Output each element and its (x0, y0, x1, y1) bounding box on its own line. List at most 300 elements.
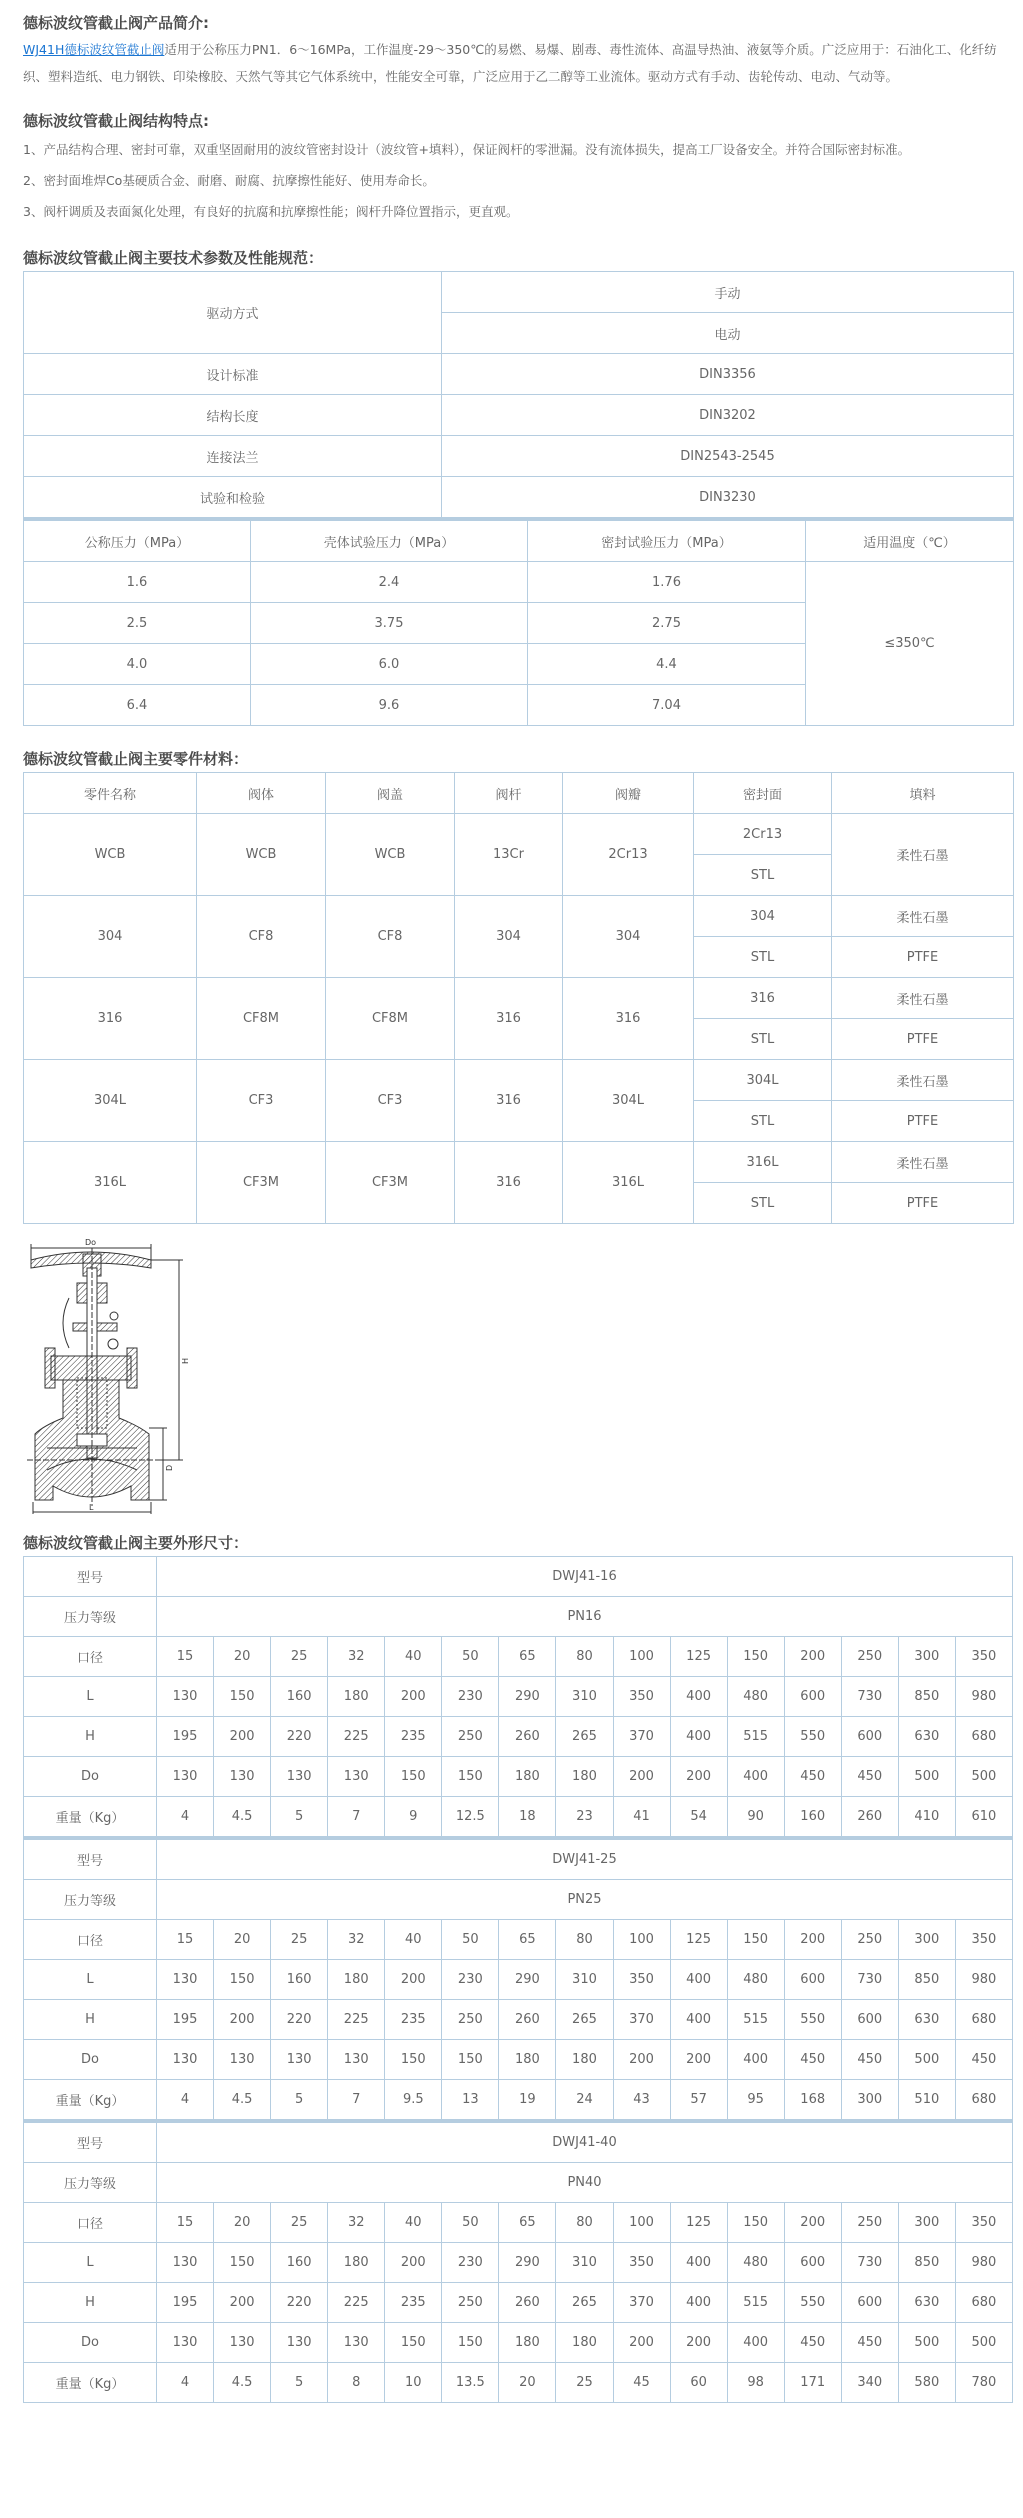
dn-cell: 125 (670, 1920, 727, 1960)
weight-cell: 510 (898, 2080, 955, 2120)
shell-test-pressure: 2.4 (251, 562, 528, 603)
l-cell: 350 (613, 2243, 670, 2283)
weight-cell: 168 (784, 2080, 841, 2120)
l-cell: 850 (898, 1960, 955, 2000)
l-cell: 130 (157, 1677, 214, 1717)
pressure-row (24, 1880, 1013, 1920)
table-row (24, 1142, 1014, 1183)
drive-label: 驱动方式 (24, 272, 442, 354)
bonnet-material: WCB (326, 814, 455, 896)
nominal-pressure: 2.5 (24, 603, 251, 644)
seal-test-pressure: 4.4 (528, 644, 806, 685)
h-cell: 550 (784, 2283, 841, 2323)
bonnet-material: CF3 (326, 1060, 455, 1142)
weight-cell: 260 (841, 1797, 898, 1837)
l-cell: 480 (727, 1960, 784, 2000)
nominal-pressure: 1.6 (24, 562, 251, 603)
h-cell: 220 (271, 1717, 328, 1757)
d-label: D (165, 1464, 174, 1471)
dn-cell: 350 (955, 1920, 1012, 1960)
dn-cell: 250 (841, 1637, 898, 1677)
valve-cross-section-drawing (23, 1238, 223, 1518)
h-cell: 250 (442, 2000, 499, 2040)
do-cell: 450 (841, 2323, 898, 2363)
dn-cell: 200 (784, 1920, 841, 1960)
row-label: 重量（Kg） (24, 2080, 157, 2120)
l-cell: 350 (613, 1960, 670, 2000)
part-name: 316 (24, 978, 197, 1060)
do-cell: 150 (442, 1757, 499, 1797)
l-row (24, 1677, 1013, 1717)
do-cell: 130 (328, 2040, 385, 2080)
model-row (24, 2122, 1013, 2163)
disc-material: 316 (563, 978, 694, 1060)
dn-cell: 200 (784, 1637, 841, 1677)
column-header: 阀杆 (455, 773, 563, 814)
l-cell: 600 (784, 2243, 841, 2283)
dn-cell: 32 (328, 1920, 385, 1960)
weight-cell: 4 (157, 2080, 214, 2120)
l-cell: 230 (442, 1677, 499, 1717)
row-label: 口径 (24, 1920, 157, 1960)
h-cell: 235 (385, 2000, 442, 2040)
do-cell: 200 (670, 2323, 727, 2363)
do-cell: 130 (214, 1757, 271, 1797)
weight-cell: 4.5 (214, 2363, 271, 2403)
body-material: CF3M (197, 1142, 326, 1224)
table-row (24, 272, 1014, 313)
l-cell: 150 (214, 2243, 271, 2283)
packing-material: 柔性石墨 (832, 1060, 1014, 1101)
intro-text: 适用于公称压力PN1．6～16MPa，工作温度-29～350℃的易燃、易爆、剧毒、毒性流体、高温导热油、液氨等介质。广泛应用于：石油化工、化纤纺织、塑料造纸、电力钢铁、印染橡胶、天然气等其它气体系统中，性能安全可靠，广泛应用于乙二醇等工业流体。驱动方式有手动、齿轮传动、电动、气动等。 (23, 42, 997, 84)
spec-label: 设计标准 (24, 354, 442, 395)
do-cell: 150 (442, 2040, 499, 2080)
bonnet-material: CF8 (326, 896, 455, 978)
weight-cell: 580 (898, 2363, 955, 2403)
spec-value: DIN3230 (442, 477, 1014, 518)
dimension-table (23, 1556, 1013, 1837)
weight-cell: 95 (727, 2080, 784, 2120)
dn-cell: 20 (214, 1637, 271, 1677)
temperature-value: ≤350℃ (806, 562, 1014, 726)
part-name: 316L (24, 1142, 197, 1224)
dn-cell: 65 (499, 1920, 556, 1960)
intro-paragraph (23, 36, 1013, 90)
weight-cell: 340 (841, 2363, 898, 2403)
do-cell: 200 (670, 1757, 727, 1797)
dn-cell: 65 (499, 1637, 556, 1677)
weight-cell: 5 (271, 1797, 328, 1837)
do-cell: 130 (328, 1757, 385, 1797)
do-cell: 400 (727, 2323, 784, 2363)
disc-material: 304 (563, 896, 694, 978)
seal-material: STL (694, 1183, 832, 1224)
model-value: DWJ41-40 (157, 2122, 1013, 2163)
do-cell: 400 (727, 2040, 784, 2080)
row-label: H (24, 2283, 157, 2323)
h-cell: 260 (499, 2283, 556, 2323)
column-header: 密封面 (694, 773, 832, 814)
weight-cell: 13.5 (442, 2363, 499, 2403)
row-label: 压力等级 (24, 1880, 157, 1920)
table-row (24, 1060, 1014, 1101)
do-cell: 130 (157, 2040, 214, 2080)
feature-item: 3、阀杆调质及表面氮化处理，有良好的抗腐和抗摩擦性能；阀杆升降位置指示，更直观。 (23, 204, 519, 219)
row-label: 压力等级 (24, 1597, 157, 1637)
h-cell: 370 (613, 2283, 670, 2323)
l-cell: 980 (955, 1677, 1012, 1717)
do-cell: 130 (271, 1757, 328, 1797)
column-header: 密封试验压力（MPa） (528, 520, 806, 562)
h-cell: 200 (214, 2283, 271, 2323)
weight-cell: 5 (271, 2080, 328, 2120)
weight-cell: 23 (556, 1797, 613, 1837)
h-cell: 400 (670, 1717, 727, 1757)
disc-material: 304L (563, 1060, 694, 1142)
table-header-row (24, 520, 1014, 562)
table-row (24, 436, 1014, 477)
packing-material: PTFE (832, 1019, 1014, 1060)
weight-cell: 13 (442, 2080, 499, 2120)
l-cell: 160 (271, 2243, 328, 2283)
column-header: 壳体试验压力（MPa） (251, 520, 528, 562)
do-cell: 150 (442, 2323, 499, 2363)
do-label: Do (85, 1238, 97, 1247)
row-label: Do (24, 1757, 157, 1797)
l-row (24, 1960, 1013, 2000)
do-cell: 180 (556, 2323, 613, 2363)
weight-cell: 7 (328, 1797, 385, 1837)
spec-label: 试验和检验 (24, 477, 442, 518)
l-cell: 600 (784, 1960, 841, 2000)
pressure-row (24, 2163, 1013, 2203)
column-header: 填料 (832, 773, 1014, 814)
table-row (24, 477, 1014, 518)
dn-cell: 250 (841, 2203, 898, 2243)
do-cell: 180 (499, 1757, 556, 1797)
do-cell: 200 (613, 2040, 670, 2080)
drive-value: 手动 (442, 272, 1014, 313)
weight-row (24, 2080, 1013, 2120)
h-cell: 220 (271, 2283, 328, 2323)
column-header: 零件名称 (24, 773, 197, 814)
dn-cell: 125 (670, 2203, 727, 2243)
dn-cell: 50 (442, 1637, 499, 1677)
dn-cell: 80 (556, 1637, 613, 1677)
weight-cell: 171 (784, 2363, 841, 2403)
weight-cell: 4 (157, 1797, 214, 1837)
seal-material: 316 (694, 978, 832, 1019)
dn-cell: 32 (328, 2203, 385, 2243)
dimension-table (23, 2120, 1013, 2403)
weight-row (24, 2363, 1013, 2403)
h-label: H (181, 1357, 190, 1364)
l-cell: 290 (499, 2243, 556, 2283)
seal-material: STL (694, 937, 832, 978)
l-cell: 180 (328, 2243, 385, 2283)
row-label: 口径 (24, 2203, 157, 2243)
part-name: 304 (24, 896, 197, 978)
h-cell: 600 (841, 2283, 898, 2323)
seal-test-pressure: 1.76 (528, 562, 806, 603)
model-value: DWJ41-16 (157, 1557, 1013, 1597)
weight-row (24, 1797, 1013, 1837)
l-cell: 980 (955, 1960, 1012, 2000)
weight-cell: 20 (499, 2363, 556, 2403)
weight-cell: 8 (328, 2363, 385, 2403)
dn-cell: 20 (214, 1920, 271, 1960)
l-cell: 160 (271, 1677, 328, 1717)
l-cell: 160 (271, 1960, 328, 2000)
dn-cell: 40 (385, 2203, 442, 2243)
dn-cell: 15 (157, 1637, 214, 1677)
model-row (24, 1557, 1013, 1597)
do-cell: 150 (385, 2040, 442, 2080)
table-row (24, 562, 1014, 603)
l-cell: 130 (157, 1960, 214, 2000)
row-label: 口径 (24, 1637, 157, 1677)
do-cell: 180 (499, 2323, 556, 2363)
stem-material: 316 (455, 1142, 563, 1224)
l-cell: 310 (556, 1677, 613, 1717)
do-cell: 500 (955, 2323, 1012, 2363)
do-cell: 500 (898, 1757, 955, 1797)
shell-test-pressure: 6.0 (251, 644, 528, 685)
dn-cell: 100 (613, 1637, 670, 1677)
h-cell: 680 (955, 1717, 1012, 1757)
h-cell: 225 (328, 2283, 385, 2323)
h-cell: 600 (841, 2000, 898, 2040)
h-cell: 550 (784, 1717, 841, 1757)
weight-cell: 60 (670, 2363, 727, 2403)
packing-material: 柔性石墨 (832, 814, 1014, 896)
do-cell: 130 (271, 2040, 328, 2080)
weight-cell: 160 (784, 1797, 841, 1837)
dn-row (24, 2203, 1013, 2243)
dn-cell: 25 (271, 1637, 328, 1677)
pressure-value: PN40 (157, 2163, 1013, 2203)
packing-material: 柔性石墨 (832, 1142, 1014, 1183)
dn-cell: 15 (157, 1920, 214, 1960)
spec-table (23, 271, 1014, 518)
model-value: DWJ41-25 (157, 1839, 1013, 1880)
do-cell: 150 (385, 1757, 442, 1797)
l-cell: 400 (670, 1960, 727, 2000)
do-cell: 450 (784, 1757, 841, 1797)
dn-row (24, 1920, 1013, 1960)
seal-material: 2Cr13 (694, 814, 832, 855)
spec-value: DIN3202 (442, 395, 1014, 436)
l-cell: 180 (328, 1960, 385, 2000)
l-cell: 200 (385, 1677, 442, 1717)
weight-cell: 4.5 (214, 1797, 271, 1837)
do-cell: 130 (157, 1757, 214, 1797)
h-row (24, 2283, 1013, 2323)
l-cell: 290 (499, 1677, 556, 1717)
l-cell: 350 (613, 1677, 670, 1717)
weight-cell: 43 (613, 2080, 670, 2120)
spec-label: 结构长度 (24, 395, 442, 436)
dn-cell: 80 (556, 1920, 613, 1960)
column-header: 阀盖 (326, 773, 455, 814)
dimensions-section (23, 1530, 1013, 2403)
nominal-pressure: 6.4 (24, 685, 251, 726)
stem-material: 316 (455, 978, 563, 1060)
dn-cell: 25 (271, 2203, 328, 2243)
do-row (24, 2323, 1013, 2363)
h-cell: 370 (613, 2000, 670, 2040)
row-label: 型号 (24, 1839, 157, 1880)
dn-cell: 300 (898, 2203, 955, 2243)
l-cell: 730 (841, 1960, 898, 2000)
row-label: 型号 (24, 1557, 157, 1597)
do-cell: 450 (784, 2040, 841, 2080)
do-row (24, 2040, 1013, 2080)
do-cell: 180 (499, 2040, 556, 2080)
weight-cell: 300 (841, 2080, 898, 2120)
table-row (24, 814, 1014, 855)
l-cell: 850 (898, 1677, 955, 1717)
dn-cell: 50 (442, 1920, 499, 1960)
h-cell: 515 (727, 2283, 784, 2323)
weight-cell: 54 (670, 1797, 727, 1837)
table-header-row (24, 773, 1014, 814)
l-cell: 310 (556, 1960, 613, 2000)
weight-cell: 24 (556, 2080, 613, 2120)
pressure-row (24, 1597, 1013, 1637)
body-material: WCB (197, 814, 326, 896)
l-cell: 400 (670, 1677, 727, 1717)
row-label: Do (24, 2323, 157, 2363)
column-header: 阀体 (197, 773, 326, 814)
table-row (24, 395, 1014, 436)
table-row (24, 978, 1014, 1019)
dn-cell: 300 (898, 1637, 955, 1677)
disc-material: 316L (563, 1142, 694, 1224)
weight-cell: 57 (670, 2080, 727, 2120)
dn-cell: 350 (955, 1637, 1012, 1677)
column-header: 公称压力（MPa） (24, 520, 251, 562)
do-cell: 200 (613, 2323, 670, 2363)
row-label: 压力等级 (24, 2163, 157, 2203)
weight-cell: 18 (499, 1797, 556, 1837)
dn-cell: 25 (271, 1920, 328, 1960)
dn-cell: 15 (157, 2203, 214, 2243)
pressure-value: PN25 (157, 1880, 1013, 1920)
h-cell: 515 (727, 1717, 784, 1757)
drive-value: 电动 (442, 313, 1014, 354)
weight-cell: 45 (613, 2363, 670, 2403)
body-material: CF8 (197, 896, 326, 978)
row-label: L (24, 1677, 157, 1717)
l-cell: 310 (556, 2243, 613, 2283)
h-cell: 550 (784, 2000, 841, 2040)
dn-cell: 40 (385, 1637, 442, 1677)
h-cell: 195 (157, 1717, 214, 1757)
h-cell: 195 (157, 2283, 214, 2323)
seal-material: STL (694, 855, 832, 896)
h-cell: 250 (442, 1717, 499, 1757)
h-cell: 515 (727, 2000, 784, 2040)
row-label: H (24, 1717, 157, 1757)
weight-cell: 4.5 (214, 2080, 271, 2120)
stem-material: 316 (455, 1060, 563, 1142)
dn-cell: 65 (499, 2203, 556, 2243)
dn-cell: 80 (556, 2203, 613, 2243)
do-cell: 200 (670, 2040, 727, 2080)
h-cell: 680 (955, 2000, 1012, 2040)
h-cell: 220 (271, 2000, 328, 2040)
dn-cell: 150 (727, 1637, 784, 1677)
dn-row (24, 1637, 1013, 1677)
weight-cell: 90 (727, 1797, 784, 1837)
h-row (24, 1717, 1013, 1757)
do-cell: 500 (898, 2040, 955, 2080)
pressure-table (23, 518, 1014, 726)
l-cell: 730 (841, 1677, 898, 1717)
do-cell: 500 (898, 2323, 955, 2363)
seal-material: 304L (694, 1060, 832, 1101)
l-row (24, 2243, 1013, 2283)
features-heading: 德标波纹管截止阀结构特点: (23, 112, 209, 130)
product-link[interactable]: WJ41H德标波纹管截止阀 (23, 42, 165, 57)
h-row (24, 2000, 1013, 2040)
dn-cell: 250 (841, 1920, 898, 1960)
do-cell: 180 (556, 2040, 613, 2080)
l-cell: 230 (442, 2243, 499, 2283)
row-label: 重量（Kg） (24, 1797, 157, 1837)
weight-cell: 610 (955, 1797, 1012, 1837)
seal-test-pressure: 7.04 (528, 685, 806, 726)
h-cell: 235 (385, 1717, 442, 1757)
part-name: 304L (24, 1060, 197, 1142)
dn-cell: 50 (442, 2203, 499, 2243)
do-cell: 180 (556, 1757, 613, 1797)
disc-material: 2Cr13 (563, 814, 694, 896)
seal-material: 304 (694, 896, 832, 937)
weight-cell: 410 (898, 1797, 955, 1837)
h-cell: 225 (328, 1717, 385, 1757)
table-row (24, 354, 1014, 395)
l-cell: 480 (727, 2243, 784, 2283)
do-cell: 150 (385, 2323, 442, 2363)
h-cell: 260 (499, 2000, 556, 2040)
l-cell: 230 (442, 1960, 499, 2000)
dn-cell: 350 (955, 2203, 1012, 2243)
l-cell: 600 (784, 1677, 841, 1717)
h-cell: 225 (328, 2000, 385, 2040)
l-cell: 130 (157, 2243, 214, 2283)
do-cell: 450 (841, 1757, 898, 1797)
h-cell: 260 (499, 1717, 556, 1757)
do-cell: 500 (955, 1757, 1012, 1797)
intro-section (23, 10, 1013, 90)
materials-heading: 德标波纹管截止阀主要零件材料： (23, 750, 249, 768)
l-cell: 480 (727, 1677, 784, 1717)
dn-cell: 20 (214, 2203, 271, 2243)
nominal-pressure: 4.0 (24, 644, 251, 685)
weight-cell: 9 (385, 1797, 442, 1837)
h-cell: 235 (385, 2283, 442, 2323)
packing-material: 柔性石墨 (832, 896, 1014, 937)
seal-material: STL (694, 1019, 832, 1060)
bonnet-material: CF8M (326, 978, 455, 1060)
h-cell: 370 (613, 1717, 670, 1757)
h-cell: 680 (955, 2283, 1012, 2323)
h-cell: 265 (556, 2283, 613, 2323)
spec-section (23, 245, 1013, 726)
spec-value: DIN2543-2545 (442, 436, 1014, 477)
